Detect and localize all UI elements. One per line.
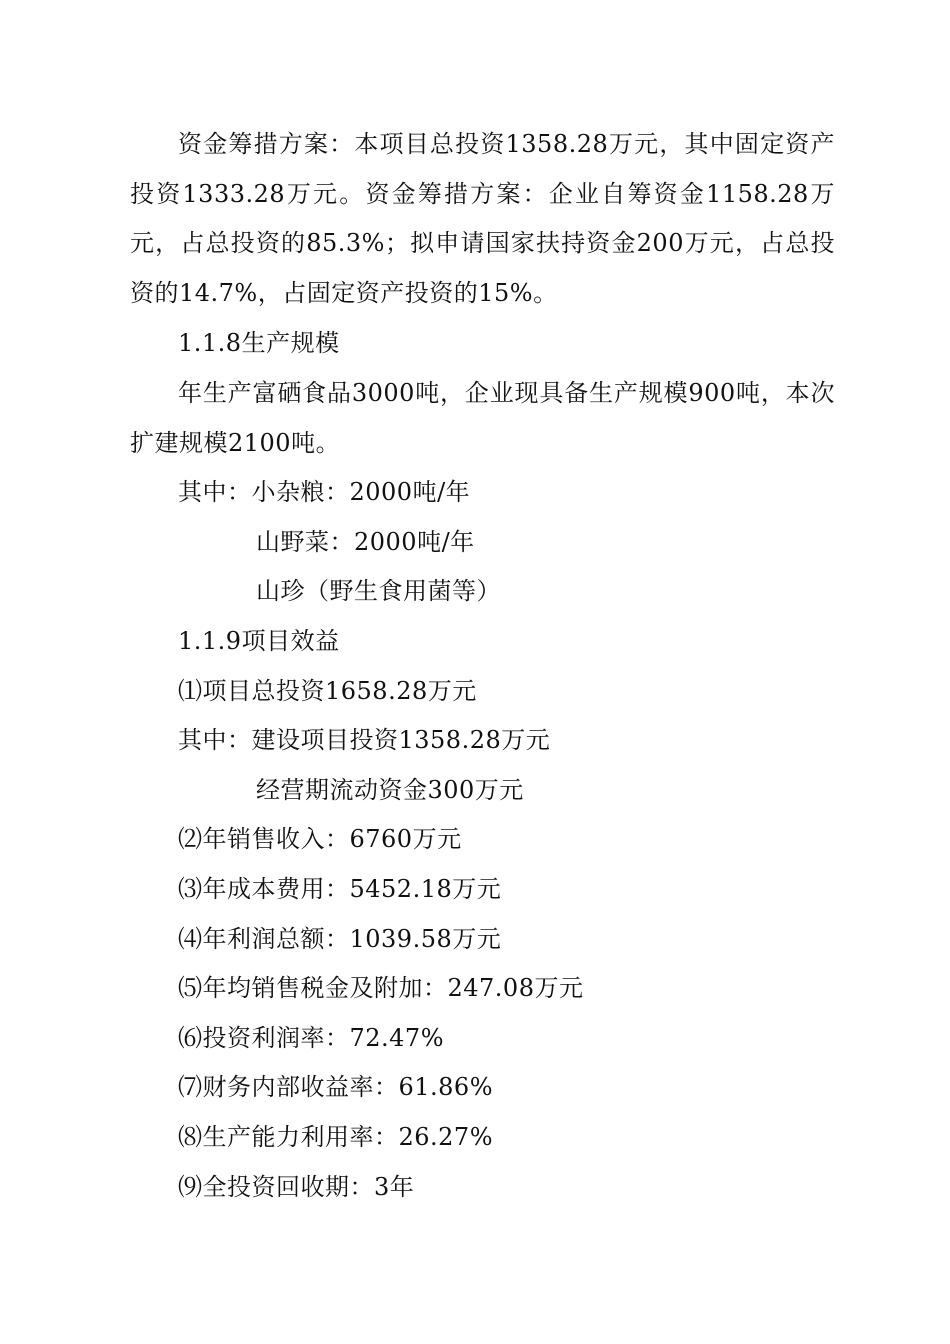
heading-project-benefit: 1.1.9项目效益	[178, 627, 340, 655]
scale-item-grains: 其中：小杂粮：2000吨/年	[178, 478, 471, 506]
benefit-item-annual-profit: ⑷年利润总额：1039.58万元	[178, 925, 502, 953]
benefit-item-payback-period: ⑼全投资回收期：3年	[178, 1173, 415, 1201]
benefit-item-annual-cost: ⑶年成本费用：5452.18万元	[178, 875, 502, 903]
funding-paragraph: 资金筹措方案：本项目总投资1358.28万元，其中固定资产投资1333.28万元。资金筹措方案：企业自筹资金1158.28万元，占总投资的85.3%；拟申请国家扶持资金200万元，占总投资的14.7%，占固定资产投资的15%。	[130, 130, 835, 307]
benefit-item-irr: ⑺财务内部收益率：61.86%	[178, 1073, 494, 1101]
benefit-item-taxes: ⑸年均销售税金及附加：247.08万元	[178, 974, 584, 1002]
benefit-item-working-capital: 经营期流动资金300万元	[256, 776, 524, 804]
scale-item-vegetables: 山野菜：2000吨/年	[256, 528, 475, 556]
heading-production-scale: 1.1.8生产规模	[178, 329, 340, 357]
production-scale-paragraph: 年生产富硒食品3000吨，企业现具备生产规模900吨，本次扩建规模2100吨。	[130, 379, 835, 457]
benefit-item-construction-investment: 其中：建设项目投资1358.28万元	[178, 726, 551, 754]
scale-item-mushrooms: 山珍（野生食用菌等）	[256, 577, 501, 605]
benefit-item-total-investment: ⑴项目总投资1658.28万元	[178, 677, 477, 705]
benefit-item-annual-revenue: ⑵年销售收入：6760万元	[178, 825, 462, 853]
benefit-item-capacity-utilization: ⑻生产能力利用率：26.27%	[178, 1123, 494, 1151]
benefit-item-roi: ⑹投资利润率：72.47%	[178, 1024, 445, 1052]
